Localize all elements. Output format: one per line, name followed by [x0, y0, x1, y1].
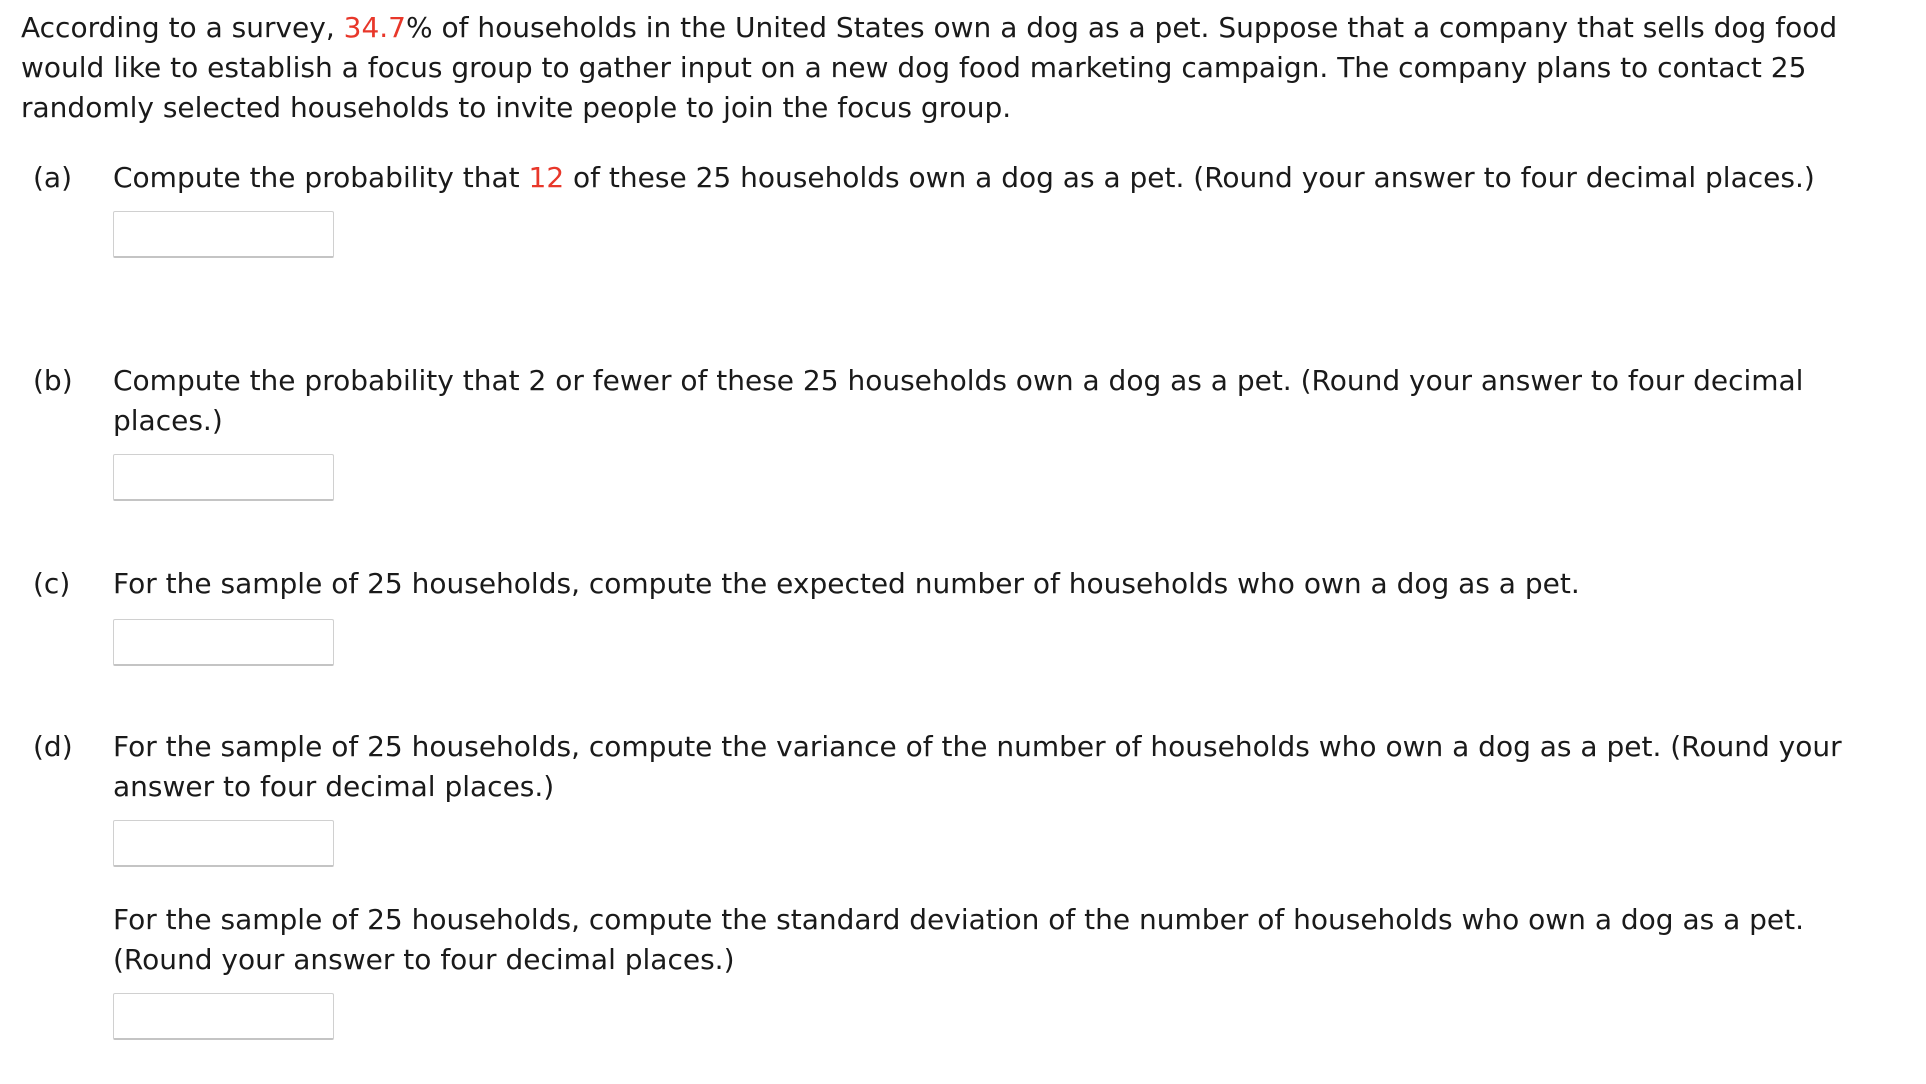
part-a-label: (a) — [33, 161, 73, 194]
part-a-text-start: Compute the probability that — [113, 161, 529, 194]
part-b-label: (b) — [33, 364, 73, 397]
part-a-question — [113, 158, 1893, 198]
intro-text-end: % of households in the United States own a dog as a pet. Suppose that a company that sells dog food would like to establish a focus group to gather input on a new dog food marketing campaign. The company plans to contact 25 randomly selected households to invite people to join the focus group. — [21, 11, 1838, 124]
part-d-label: (d) — [33, 730, 73, 763]
part-c-question: For the sample of 25 households, compute the expected number of households who own a dog as a pet. — [113, 567, 1580, 600]
part-c-answer-input[interactable] — [113, 619, 334, 666]
part-b-question: Compute the probability that 2 or fewer of these 25 households own a dog as a pet. (Round your answer to four decimal places.) — [113, 364, 1804, 437]
part-d-std-dev-question: For the sample of 25 households, compute the standard deviation of the number of households who own a dog as a pet. (Round your answer to four decimal places.) — [113, 903, 1805, 976]
part-d-variance-answer-input[interactable] — [113, 820, 334, 867]
part-d — [33, 727, 1893, 867]
part-d-question: For the sample of 25 households, compute the variance of the number of households who own a dog as a pet. (Round your answer to four decimal places.) — [113, 730, 1842, 803]
problem-intro — [21, 8, 1901, 128]
part-a-answer-input[interactable] — [113, 211, 334, 258]
part-c-label: (c) — [33, 567, 71, 600]
part-a — [33, 158, 1893, 258]
part-c — [33, 564, 1893, 666]
intro-text-start: According to a survey, — [21, 11, 344, 44]
part-a-text-end: of these 25 households own a dog as a pet. (Round your answer to four decimal places.) — [564, 161, 1815, 194]
dog-ownership-percent: 34.7 — [343, 11, 406, 44]
part-d-std-dev — [33, 900, 1893, 1040]
part-a-highlight-count: 12 — [528, 161, 565, 194]
part-d-std-dev-answer-input[interactable] — [113, 993, 334, 1040]
part-b-answer-input[interactable] — [113, 454, 334, 501]
part-b — [33, 361, 1893, 501]
